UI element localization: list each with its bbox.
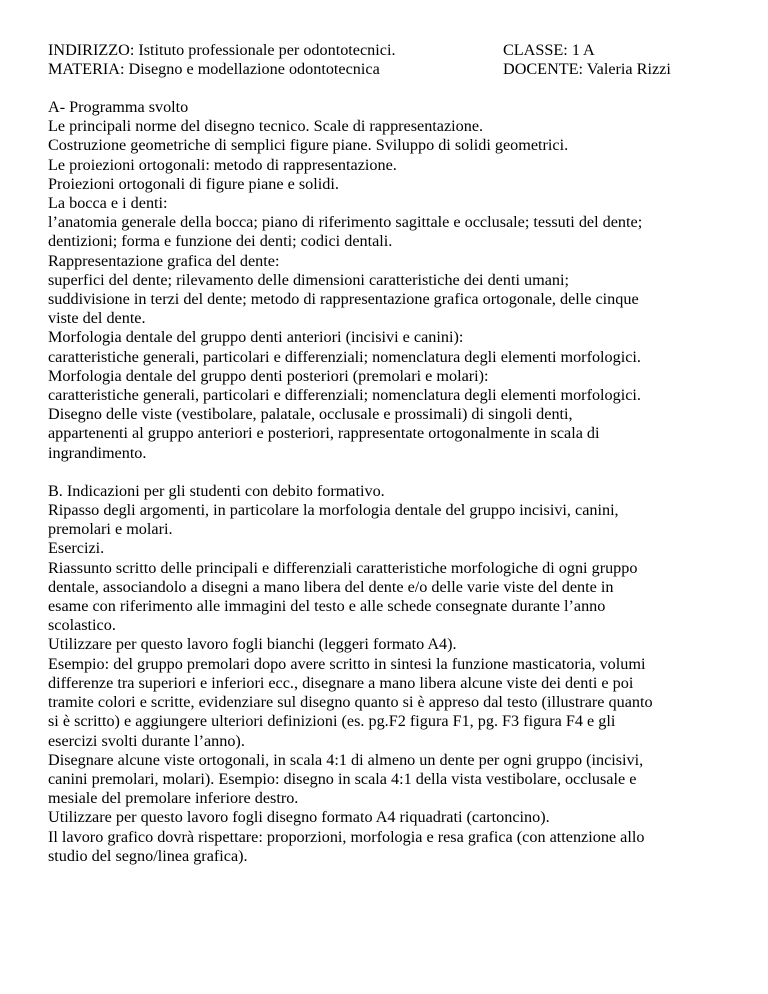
section-a-line: Morfologia dentale del gruppo denti posteriori (premolari e molari): (48, 366, 489, 385)
section-b (48, 482, 728, 866)
section-b-line: si è scritto) e aggiungere ulteriori definizioni (es. pg.F2 figura F1, pg. F3 figura F4 e gli (48, 712, 616, 731)
section-a-line: Le proiezioni ortogonali: metodo di rappresentazione. (48, 155, 397, 174)
section-a-line: caratteristiche generali, particolari e differenziali; nomenclatura degli elementi morfologici. (48, 347, 641, 366)
section-a-line: Morfologia dentale del gruppo denti anteriori (incisivi e canini): (48, 328, 464, 347)
section-a-line: dentizioni; forma e funzione dei denti; codici dentali. (48, 232, 393, 251)
section-b-line: mesiale del premolare inferiore destro. (48, 789, 299, 808)
section-a-line: suddivisione in terzi del dente; metodo di rappresentazione grafica ortogonale, delle cinque (48, 290, 639, 309)
section-a-line: Costruzione geometriche di semplici figure piane. Sviluppo di solidi geometrici. (48, 136, 569, 155)
section-b-line: Utilizzare per questo lavoro fogli bianchi (leggeri formato A4). (48, 635, 457, 654)
section-b-line: Il lavoro grafico dovrà rispettare: proporzioni, morfologia e resa grafica (con attenzione allo (48, 827, 645, 846)
section-b-line: Utilizzare per questo lavoro fogli disegno formato A4 riquadrati (cartoncino). (48, 808, 550, 827)
section-a-line: appartenenti al gruppo anteriori e posteriori, rappresentate ortogonalmente in scala di (48, 424, 600, 443)
section-b-heading: B. Indicazioni per gli studenti con debito formativo. (48, 481, 385, 500)
section-b-line: dentale, associandolo a disegni a mano libera del dente e/o delle varie viste del dente in (48, 577, 614, 596)
header-indirizzo: INDIRIZZO: Istituto professionale per odontotecnici. (48, 41, 396, 59)
section-b-line: tramite colori e scritte, evidenziare sul disegno quanto si è appreso dal testo (illustrare quanto (48, 693, 653, 712)
section-a-line: caratteristiche generali, particolari e differenziali; nomenclatura degli elementi morfologici. (48, 386, 641, 405)
header-docente: DOCENTE: Valeria Rizzi (503, 60, 671, 79)
section-a-line: La bocca e i denti: (48, 194, 168, 213)
section-a-line: l’anatomia generale della bocca; piano di riferimento sagittale e occlusale; tessuti del dente; (48, 213, 643, 232)
section-b-line: Riassunto scritto delle principali e differenziali caratteristiche morfologiche di ogni gruppo (48, 558, 638, 577)
section-b-line: Esempio: del gruppo premolari dopo avere scritto in sintesi la funzione masticatoria, volumi (48, 654, 646, 673)
section-b-line: esame con riferimento alle immagini del testo e alle schede consegnate durante l’anno (48, 597, 606, 616)
section-a-line: superfici del dente; rilevamento delle dimensioni caratteristiche dei denti umani; (48, 270, 569, 289)
header-right (503, 41, 671, 79)
section-b-line: esercizi svolti durante l’anno). (48, 731, 245, 750)
section-spacer (48, 463, 728, 482)
header-materia: MATERIA: Disegno e modellazione odontotecnica (48, 60, 380, 79)
section-a-line: Proiezioni ortogonali di figure piane e solidi. (48, 174, 339, 193)
section-a-heading: A- Programma svolto (48, 98, 189, 116)
section-b-line: Disegnare alcune viste ortogonali, in scala 4:1 di almeno un dente per ogni gruppo (incisivi, (48, 750, 644, 769)
section-b-line: premolari e molari. (48, 520, 173, 539)
section-b-line: differenze tra superiori e inferiori ecc., disegnare a mano libera alcune viste dei denti e poi (48, 673, 634, 692)
section-a-line: Disegno delle viste (vestibolare, palatale, occlusale e prossimali) di singoli denti, (48, 405, 573, 424)
section-a-line: ingrandimento. (48, 443, 147, 462)
section-b-line: Esercizi. (48, 539, 105, 558)
section-b-line: canini premolari, molari). Esempio: disegno in scala 4:1 della vista vestibolare, occlusale e (48, 769, 637, 788)
header-classe: CLASSE: 1 A (503, 41, 595, 59)
section-b-line: scolastico. (48, 616, 116, 635)
section-a (48, 98, 728, 463)
section-a-line: Le principali norme del disegno tecnico. Scale di rappresentazione. (48, 117, 484, 136)
section-a-line: viste del dente. (48, 309, 146, 328)
section-b-line: Ripasso degli argomenti, in particolare la morfologia dentale del gruppo incisivi, canini, (48, 501, 619, 520)
section-a-line: Rappresentazione grafica del dente: (48, 251, 280, 270)
document-body (48, 98, 728, 866)
header-left (48, 41, 396, 79)
section-b-line: studio del segno/linea grafica). (48, 846, 248, 865)
